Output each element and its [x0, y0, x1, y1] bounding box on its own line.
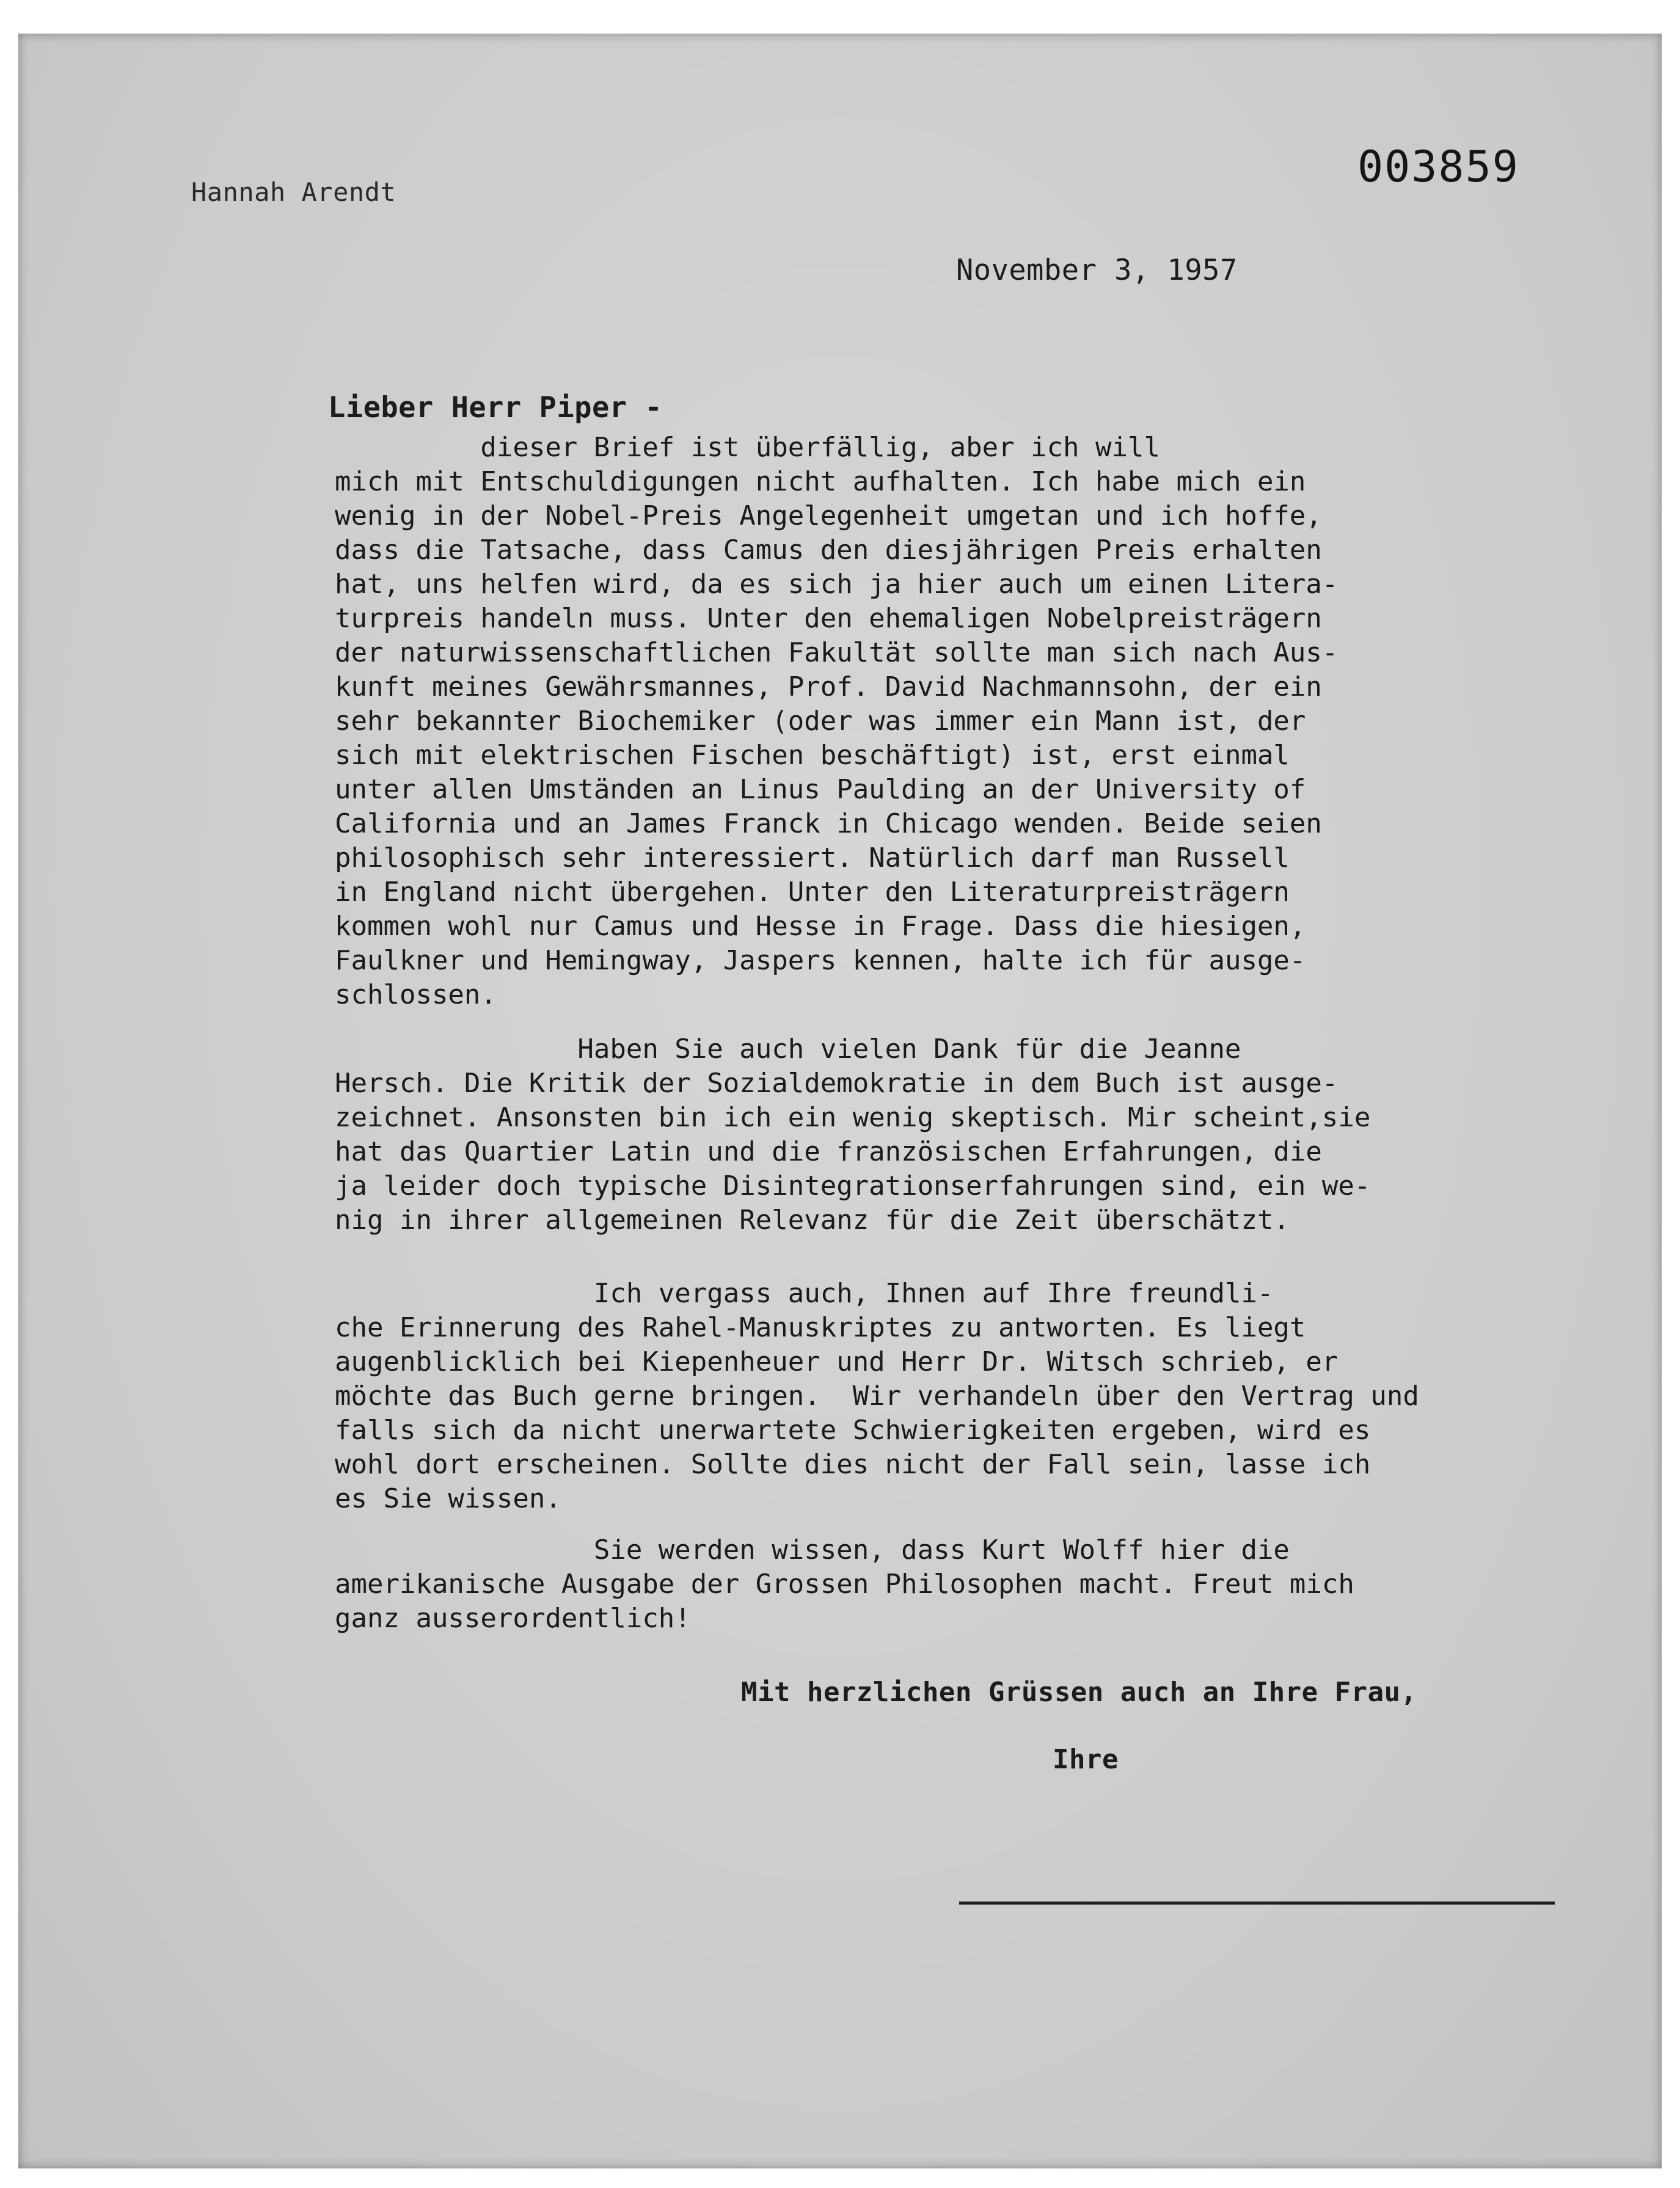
sender-name: Hannah Arendt [191, 177, 396, 207]
archive-number: 003859 [1357, 142, 1519, 192]
signature-line [959, 1902, 1555, 1905]
paragraph-jeanne-hersch: Haben Sie auch vielen Dank für die Jeanne Hersch. Die Kritik der Sozialdemokratie in dem Buch ist ausge- zeichnet. Ansonsten bin ich ein wenig skeptisch. Mir scheint,sie hat das Quartier Latin und die französischen Erfahrungen, die ja leider doch typische Disintegrationserfahrungen sind, ein we- nig in ihrer allgemeinen Relevanz für die Zeit überschätzt. [335, 1034, 1371, 1236]
paragraph-nobel-prize: dieser Brief ist überfällig, aber ich will mich mit Entschuldigungen nicht aufhalten. Ich habe mich ein wenig in der Nobel-Preis Angelegenheit umgetan und ich hoffe, dass die Tatsache, dass Camus den diesjährigen Preis erhalten hat, uns helfen wird, da es sich ja hier auch um einen Litera- turpreis handeln muss. Unter den ehemaligen Nobelpreisträgern der naturwissenschaftlichen Fakultät sollte man sich nach Aus- kunft meines Gewährsmannes, Prof. David Nachmannsohn, der ein sehr bekannter Biochemiker (oder was immer ein Mann ist, der sich mit elektrischen Fischen beschäftigt) ist, erst einmal unter allen Umständen an Linus Paulding an der University of California und an James Franck in Chicago wenden. Beide seien philosophisch sehr interessiert. Natürlich darf man Russell in England nicht übergehen. Unter den Literaturpreisträgern kommen wohl nur Camus und Hesse in Frage. Dass die hiesigen, Faulkner und Hemingway, Jaspers kennen, halte ich für ausge- schlossen. [335, 432, 1339, 1010]
salutation: Lieber Herr Piper - [328, 391, 663, 425]
closing-line: Mit herzlichen Grüssen auch an Ihre Frau, [741, 1677, 1417, 1708]
sign-off: Ihre [1053, 1744, 1119, 1775]
paragraph-rahel-manuscript: Ich vergass auch, Ihnen auf Ihre freundli- che Erinnerung des Rahel-Manuskriptes zu antworten. Es liegt augenblicklich bei Kiepenheuer und Herr Dr. Witsch schrieb, er möchte das Buch gerne bringen. Wir verhandeln über den Vertrag und falls sich da nicht unerwartete Schwierigkeiten ergeben, wird es wohl dort erscheinen. Sollte dies nicht der Fall sein, lasse ich es Sie wissen. [335, 1278, 1419, 1514]
paragraph-kurt-wolff: Sie werden wissen, dass Kurt Wolff hier die amerikanische Ausgabe der Grossen Philosophen macht. Freut mich ganz ausserordentlich! [335, 1534, 1354, 1634]
letter-date: November 3, 1957 [956, 253, 1238, 287]
